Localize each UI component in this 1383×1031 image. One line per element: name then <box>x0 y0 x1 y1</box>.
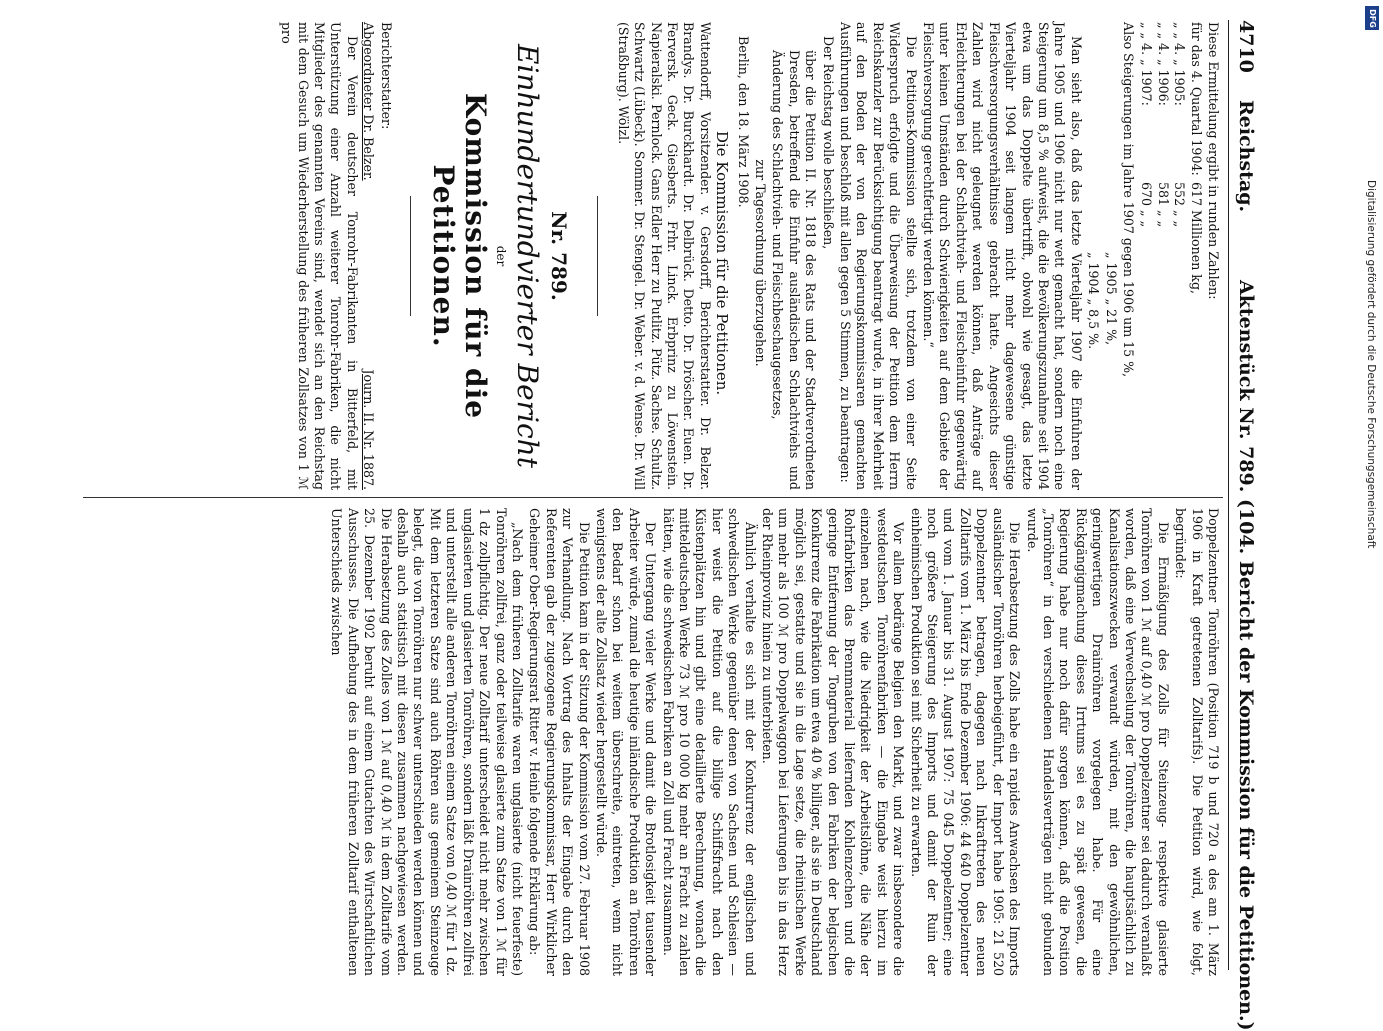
paragraph: Der Reichstag wolle beschließen, <box>820 36 836 250</box>
watermark-text: Digitalisierung gefördert durch die Deutsche Forschungsgemeinschaft <box>1365 180 1377 549</box>
import-table <box>1138 22 1204 490</box>
dfg-logo: DFG <box>1365 6 1379 30</box>
increase-row: „ 1904 „ 8,5 %. <box>1086 252 1102 350</box>
paragraph: über die Petition II. Nr. 1818 des Rats und der Stadtverordneten Dresden, betreffend die Einfuhr ausländischen Schlachtviehs und Änderung des Schlachtvieh- und Fleischbeschaugesetzes, <box>770 50 819 490</box>
date-line: Berlin, den 18. März 1908. <box>735 36 751 208</box>
signatures: Wattendorff, Vorsitzender. v. Gersdorff, Berichterstatter. Dr. Belzer. Brandys. Dr. Burckhardt. Dr. Delbrück. Detto. Dr. Dröscher. Euen. Dr. Ferversk. Geck. Giesberts. Frhr. Linck. Erbprinz zu Löwenstein. Napieralski. Pernlock. Gans Edler Herr zu Putlitz. Pütz. Sachse. Schultz. Schwartz (Lübeck). Sommer. Dr. Stengel. Dr. Weber. v. d. Wense. Dr. Will (Straßburg). Wölzl. <box>615 22 713 490</box>
page-header <box>1228 20 1259 1031</box>
intro-text: Diese Ermittelung ergibt in runden Zahlen: <box>1206 22 1221 300</box>
journal-number: Journ. II. Nr. 1887. <box>361 369 377 490</box>
paragraph: Die Petition kam in der Sitzung der Kommission vom 27. Februar 1908 zur Verhandlung. Nach Vortrag des Inhalts der Eingabe durch den Referenten gab der zugezogene Regierungskommissar, Herr Wirklicher Geheimer Ober-Regierungsrat Ritter v. Heinle folgende Erklärung ab: <box>527 508 592 976</box>
article-commission: Kommission für die Petitionen. <box>426 92 492 420</box>
separator <box>597 196 598 316</box>
paragraph: Die Herabsetzung des Zolls habe ein rapides Anwachsen des Imports ausländischer Tonröhren herbeigeführt, der Import habe 1905: 21 520 Doppelzentner betragen, dagegen nach Inkrafttreten des neuen Zolltarifs vom 1. März bis Ende Dezember 1906: 44 640 Doppelzentner und vom 1. Januar bis 31. August 1907: 75 045 Doppelzentner; eine noch größere Steigerung des Imports und damit der Ruin der einheimischen Produktion sei mit Sicherheit zu erwarten. <box>908 508 1023 976</box>
reporter-line <box>360 22 376 490</box>
paragraph: Der Untergang vieler Werke und damit die Brotlosigkeit tausender Arbeiter würde, zumal die heutige inländische Produktion an Tonröhren den Bedarf schon bei weitem überschreite, eintreten, wenn nicht wenigstens der alte Zollsatz wieder hergestellt würde. <box>593 508 659 976</box>
paragraph: Die Ermäßigung des Zolls für Steinzeug- respektive glasierte Tonröhren von 1 ℳ auf 0,40 ℳ pro Doppelzentner sei dadurch veranlaßt worden, daß eine Verwechselung der Tonröhren, die hauptsächlich zu Kanalisationszwecken verwandt würden, mit den gewöhnlichen, geringwertigen Drainröhren vorgelegen habe. Für eine Rückgängigmachung dieses Irrtums sei es zu spät gewesen, die Regierung habe nur noch dafür sorgen können, daß die Position „Tonröhren“ in den verschiedenen Handelsverträgen nicht gebunden wurde. <box>1024 508 1171 976</box>
table-row: „ „ 4. „ 1907: 670 „ „ <box>1139 22 1155 228</box>
header-title: Aktenstück Nr. 789. (104. Bericht der Kommission für die Petitionen.) <box>1235 280 1257 1031</box>
article-number: Nr. 789. <box>547 211 572 301</box>
paragraph: Man sieht also, daß das letzte Vierteljahr 1907 die Einfuhren der Jahre 1905 und 1906 nicht nur wett gemacht hat, sondern noch eine Steigerung um 8,5 % aufweist, die die Bevölkerungszunahme seit 1904 etwa um das Doppelte übertrifft, obwohl wie gesagt, das letzte Vierteljahr 1904 seit langem nicht mehr dagewesene günstige Fleischversorgungsverhältnisse gebracht hatte. Angesichts dieser Zahlen wird nicht geleugnet werden können, daß Anträge auf Erleichterungen bei der Schlachtvieh- und Fleischeinfuhr gegenwärtig unter keinen Umständen durch Schwierigkeiten auf dem Gebiete der Fleischversorgung gerechtfertigt werden können.“ <box>921 22 1084 490</box>
table-row: „ „ 4. „ 1906: 581 „ „ <box>1155 22 1171 228</box>
right-column <box>327 508 1221 976</box>
increase-intro: Also Steigerungen im Jahre 1907 gegen 1906 um 15 %, <box>1120 22 1136 378</box>
paragraph: Ähnlich verhalte es sich mit der Konkurrenz der englischen und schwedischen Werke gegenüber denen von Sachsen und Schlesien — hier weist die Petition auf die billige Schiffsfracht nach den Küstenplätzen hin und gibt eine detaillierte Berechnung, wonach die mitteldeutschen Werke 73 ℳ pro 10 000 kg mehr an Fracht zu zahlen hätten, wie die schwedischen Fabriken an Zoll und Fracht zusammen. <box>660 508 758 976</box>
paragraph: Doppelzentner Tonröhren (Position 719 b und 720 a des am 1. März 1906 in Kraft getretenen Zolltarifs). Die Petition wird, wie folgt, begründet: <box>1173 508 1221 976</box>
dfg-watermark <box>1361 0 1383 1000</box>
paragraph: „Nach dem früheren Zolltarife waren unglasierte (nicht feuerfeste) Tonröhren zollfrei, ganz oder teilweise glasierte zum Satze von 1 ℳ für 1 dz zollpflichtig. Der neue Zolltarif unterscheidet nicht mehr zwischen unglasierten und glasierten Tonröhren, sondern läßt Drainröhren zollfrei und unterstellt alle anderen Tonröhren einem Satze von 0,40 ℳ für 1 dz. Mit dem letzteren Satze sind auch Röhren aus gemeinem Steinzeuge belegt, die von Tonröhren nur schwer unterschieden werden können und deshalb auch statistisch mit diesen zusammen nachgewiesen werden. Die Herabsetzung des Zolles von 1 ℳ auf 0,40 ℳ in dem Zolltarife vom 25. Dezember 1902 beruht auf einem Gutachten des Wirtschaftlichen Ausschusses. Die Aufhebung des in dem früheren Zolltarif enthaltenen Unterschieds zwischen <box>329 508 525 976</box>
column-divider <box>83 497 1223 498</box>
paragraph: zur Tagesordnung überzugehen. <box>753 159 769 367</box>
table-row: für das 4. Quartal 1904: 617 Millionen kg, <box>1188 22 1204 295</box>
separator <box>410 196 411 316</box>
commission-title: Die Kommission für die Petitionen. <box>713 130 732 396</box>
table-row: „ „ 4. „ 1905: 552 „ „ <box>1172 22 1188 228</box>
paragraph: Die Petitions-Kommission stellte sich, trotzdem von einer Seite Widerspruch erfolgte und die Überweisung der Petition dem Herrn Reichskanzler zur Berücksichtigung beantragt wurde, in ihrer Mehrheit auf den Boden der von den Regierungskommissaren gemachten Ausführungen und beschloß mit allen gegen 5 Stimmen, zu beantragen: <box>838 22 919 490</box>
reporter-name: Abgeordneter Dr. Belzer. <box>361 22 377 181</box>
header-left: Reichstag. <box>1235 100 1257 213</box>
paragraph: Vor allem bedränge Belgien den Markt, und zwar insbesondere die westdeutschen Tonröhrenfabriken — die Eingabe weist hierzu im einzelnen nach, wie die Niedrigkeit der Arbeitslöhne, die Nähe der Rohrfabriken das Brennmaterial liefernden Kohlenzechen und die geringe Entfernung der Tongruben von den Fabriken der belgischen Konkurrenz die Fabrikation um etwa 40 % billiger, als sie in Deutschland möglich sei, gestatte und sie in die Lage setze, die rheinischen Werke um mehr als 100 ℳ pro Doppelwaggon bei Lieferungen bis in das Herz der Rheinprovinz hinein zu unterbieten. <box>760 508 907 976</box>
paragraph: Der Verein deutscher Tonrohr-Fabrikanten in Bitterfeld, mit Unterstützung einer Anzahl weiterer Tonrohr-Fabriken, die nicht Mitglieder des genannten Vereins sind, wendet sich an den Reichstag mit dem Gesuch um Wiederherstellung des früheren Zollsatzes von 1 ℳ pro <box>279 22 360 490</box>
reporter-label: Berichterstatter: <box>378 22 394 130</box>
article-title: Einhundertundvierter Bericht <box>510 44 544 468</box>
page-number: 4710 <box>1235 20 1257 73</box>
increase-row: „ 1905 „ 21 %, <box>1103 252 1119 346</box>
article-der: der <box>493 245 508 267</box>
left-column <box>277 22 1221 490</box>
